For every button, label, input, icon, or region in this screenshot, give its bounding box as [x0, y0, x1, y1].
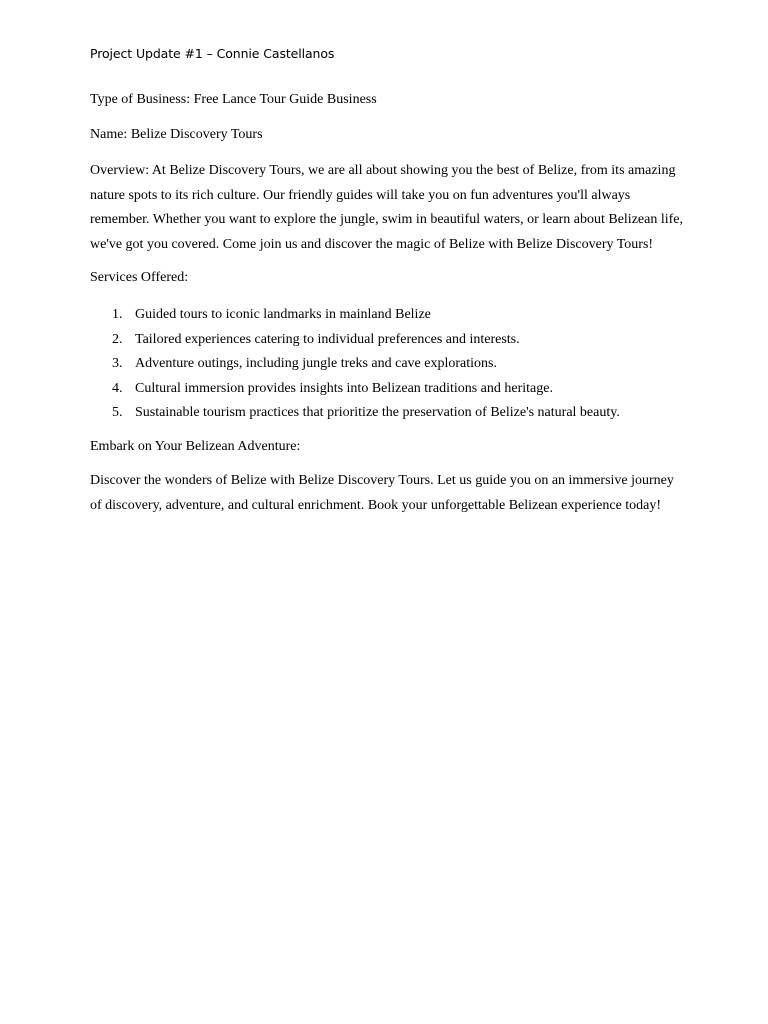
business-type-line: Type of Business: Free Lance Tour Guide Business: [90, 92, 377, 107]
adventure-line: Discover the wonders of Belize with Belize Discovery Tours. Let us guide you on an immersive journey: [90, 473, 674, 488]
adventure-heading: Embark on Your Belizean Adventure:: [90, 439, 301, 454]
list-number: 5.: [112, 405, 123, 420]
adventure-paragraph: [90, 469, 674, 518]
services-heading: Services Offered:: [90, 270, 189, 285]
list-item: [90, 401, 620, 426]
overview-paragraph: [90, 159, 683, 257]
services-list: [90, 303, 620, 426]
list-item-text: Cultural immersion provides insights into Belizean traditions and heritage.: [135, 380, 553, 396]
list-item: [90, 352, 620, 377]
overview-line: Overview: At Belize Discovery Tours, we are all about showing you the best of Belize, from its amazing: [90, 163, 676, 178]
list-item: [90, 377, 620, 402]
list-item-text: Sustainable tourism practices that prioritize the preservation of Belize's natural beauty.: [135, 405, 620, 420]
business-name-line: Name: Belize Discovery Tours: [90, 127, 263, 142]
list-number: 4.: [112, 380, 123, 396]
overview-line: nature spots to its rich culture. Our friendly guides will take you on fun adventures you'll always: [90, 187, 631, 203]
list-item-text: Adventure outings, including jungle treks and cave explorations.: [135, 356, 497, 371]
list-item: [90, 303, 620, 328]
list-number: 3.: [112, 356, 123, 371]
adventure-line: of discovery, adventure, and cultural enrichment. Book your unforgettable Belizean experience today!: [90, 497, 662, 513]
list-item-text: Tailored experiences catering to individual preferences and interests.: [135, 331, 520, 347]
list-number: 2.: [112, 331, 123, 347]
document-header: Project Update #1 – Connie Castellanos: [90, 46, 335, 61]
overview-line: we've got you covered. Come join us and discover the magic of Belize with Belize Discovery Tours!: [90, 236, 654, 252]
overview-line: remember. Whether you want to explore the jungle, swim in beautiful waters, or learn about Belizean life,: [90, 212, 683, 227]
list-number: 1.: [112, 307, 123, 322]
list-item: [90, 328, 620, 353]
list-item-text: Guided tours to iconic landmarks in mainland Belize: [135, 307, 431, 322]
